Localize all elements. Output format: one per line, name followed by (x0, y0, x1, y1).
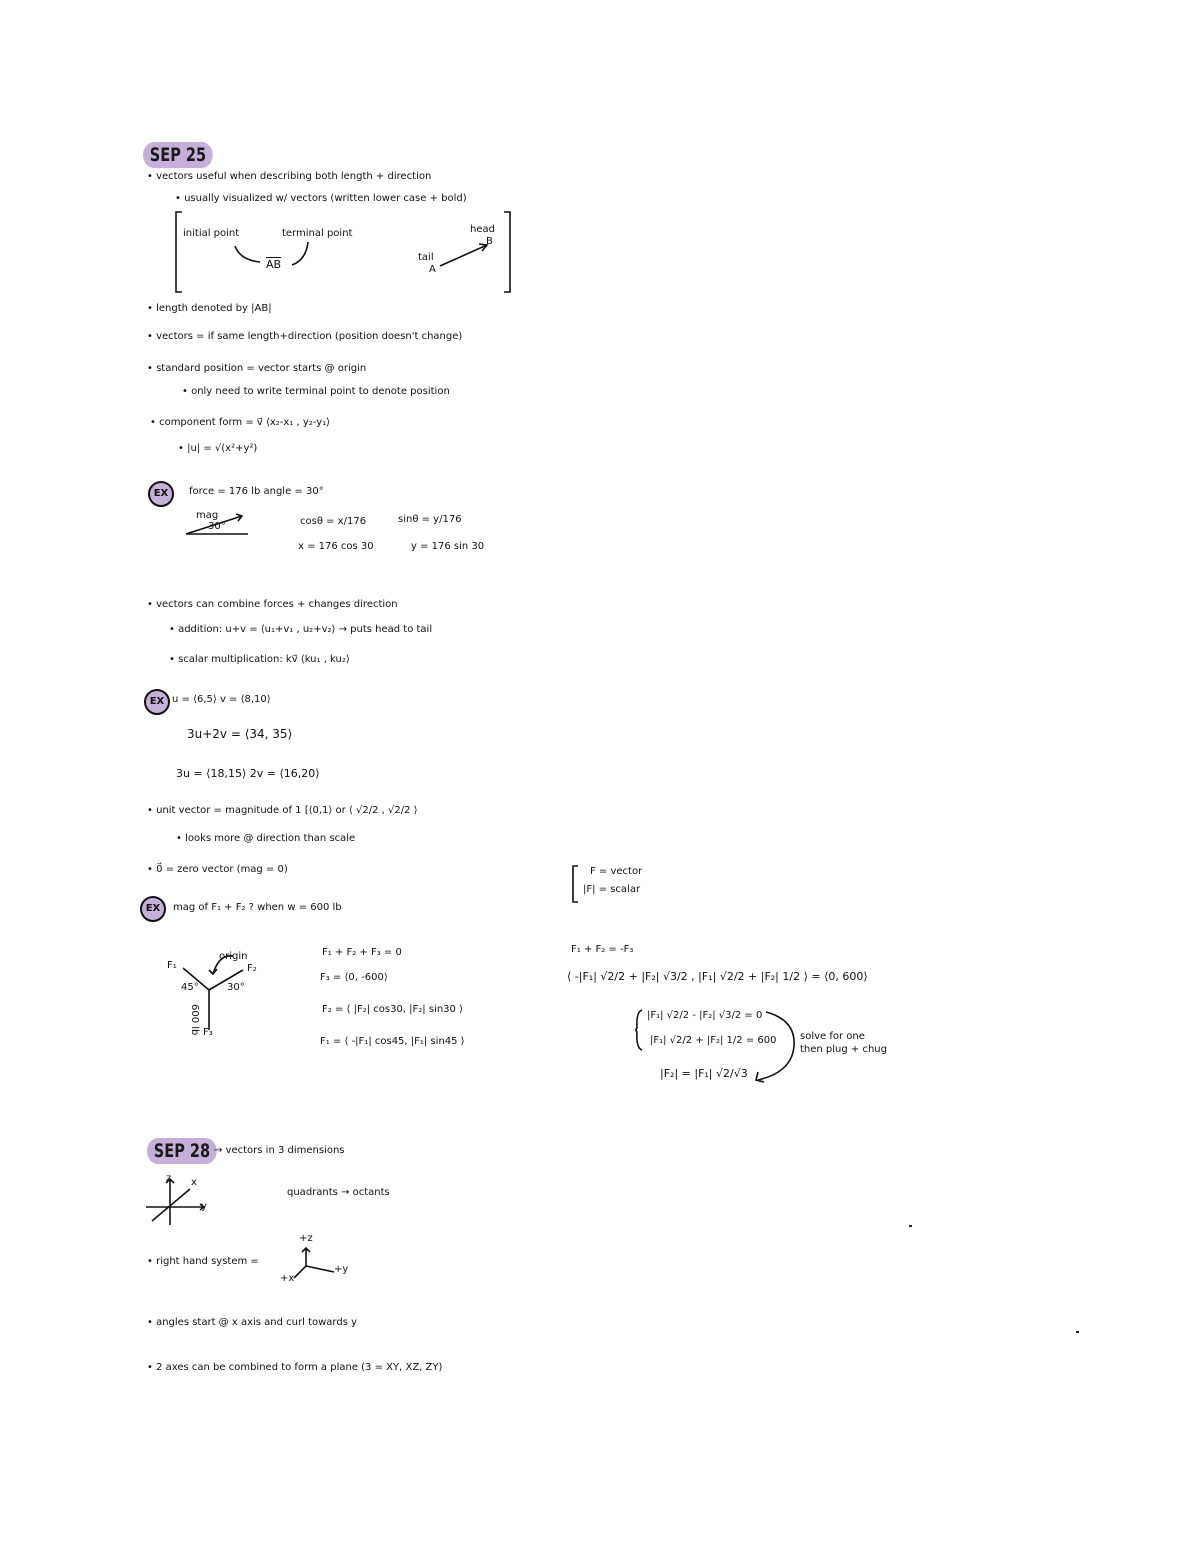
note-scalar: • scalar multiplication: kv⃗ ⟨ku₁ , ku₂⟩ (169, 654, 350, 665)
note-f-scalar: |F| = scalar (583, 884, 641, 895)
ex2-sum: 3u+2v = ⟨34, 35⟩ (187, 727, 293, 741)
note-only-need: • only need to write terminal point to denote position (182, 386, 450, 397)
example-badge-2: EX (144, 689, 170, 715)
note-addition: • addition: u+v = ⟨u₁+v₁ , u₂+v₂⟩ → puts head to tail (169, 624, 433, 635)
ex1-cos: cosθ = x/176 (300, 516, 367, 527)
note-angles: • angles start @ x axis and curl towards y (147, 1317, 357, 1328)
note-component: • component form = v⃗ ⟨x₂-x₁ , y₂-y₁⟩ (150, 417, 331, 428)
ex1-mag-label: mag (196, 510, 219, 521)
axis-x-label: x (191, 1177, 197, 1188)
ex1-sin: sinθ = y/176 (398, 514, 462, 525)
right-hand-plus-x: +x (280, 1273, 295, 1284)
force-f2-label: F₂ (247, 963, 257, 974)
stray-mark (909, 1225, 912, 1227)
note-standard: • standard position = vector starts @ origin (147, 363, 367, 374)
force-f3-label: F₃ (203, 1027, 213, 1038)
note-zero: • 0⃗ = zero vector (mag = 0) (147, 864, 288, 875)
ex1-angle-label: 30° (208, 521, 226, 532)
force-45-label: 45° (181, 982, 199, 993)
label-a: A (429, 264, 436, 275)
axis-y-label: y (201, 1201, 207, 1212)
right-hand-plus-z: +z (299, 1233, 313, 1244)
ex1-y: y = 176 sin 30 (411, 541, 485, 552)
note-quadrants: quadrants → octants (287, 1187, 390, 1198)
eq-sum-zero: F₁ + F₂ + F₃ = 0 (322, 947, 402, 958)
axis-z-label: z (166, 1173, 172, 1184)
eq-f1: F₁ = ⟨ -|F₁| cos45, |F₁| sin45 ⟩ (320, 1036, 465, 1047)
label-terminal-point: terminal point (282, 228, 353, 239)
ex1-force: force = 176 lb angle = 30° (189, 486, 324, 497)
note-f-vector: F = vector (590, 866, 643, 877)
note-vectors-useful: • vectors useful when describing both length + direction (147, 171, 432, 182)
example-badge-1: EX (148, 481, 174, 507)
force-f1-label: F₁ (167, 960, 177, 971)
label-head: head (470, 224, 495, 235)
ex1-x: x = 176 cos 30 (298, 541, 374, 552)
stray-mark (1076, 1331, 1079, 1333)
label-initial-point: initial point (183, 228, 240, 239)
rhs-eq1: |F₁| √2/2 - |F₂| √3/2 = 0 (647, 1010, 763, 1021)
date-badge-sep25: SEP 25 (143, 142, 213, 168)
rhs-f1f2: F₁ + F₂ = -F₃ (571, 944, 634, 955)
note-visualized: • usually visualized w/ vectors (written lower case + bold) (175, 193, 467, 204)
force-30-label: 30° (227, 982, 245, 993)
note-right-hand: • right hand system = (147, 1256, 259, 1267)
eq-f2: F₂ = ⟨ |F₂| cos30, |F₂| sin30 ⟩ (322, 1004, 463, 1015)
label-tail: tail (418, 252, 434, 263)
note-equal: • vectors = if same length+direction (position doesn't change) (147, 331, 463, 342)
note-unit-sub: • looks more @ direction than scale (176, 833, 356, 844)
rhs-f2-solved: |F₂| = |F₁| √2/√3 (660, 1067, 748, 1080)
rhs-solve-note: solve for one then plug + chug (800, 1031, 887, 1055)
ex2-parts: 3u = ⟨18,15⟩ 2v = ⟨16,20⟩ (176, 767, 320, 780)
right-hand-plus-y: +y (334, 1264, 349, 1275)
note-unit: • unit vector = magnitude of 1 [⟨0,1⟩ or ⟨ √2/2 , √2/2 ⟩ (147, 805, 418, 816)
sep28-title: → vectors in 3 dimensions (214, 1145, 345, 1156)
f-bracket (570, 864, 582, 904)
note-combine: • vectors can combine forces + changes direction (147, 599, 398, 610)
force-diagram (165, 950, 275, 1050)
note-magnitude: • |u| = √(x²+y²) (178, 443, 258, 454)
label-ab-vector: $\overline{AB}$ (266, 258, 282, 271)
ex3-question: mag of F₁ + F₂ ? when w = 600 lb (173, 902, 342, 913)
eq-f3: F₃ = ⟨0, -600⟩ (320, 972, 388, 983)
note-length: • length denoted by |AB| (147, 303, 272, 314)
label-b: B (486, 236, 493, 247)
note-two-axes: • 2 axes can be combined to form a plane (3 = XY, XZ, ZY) (147, 1362, 443, 1373)
example-badge-3: EX (140, 896, 166, 922)
system-brace (633, 1008, 645, 1052)
bracket-box (172, 208, 532, 298)
rhs-components: ⟨ -|F₁| √2/2 + |F₂| √3/2 , |F₁| √2/2 + |F₂| 1/2 ⟩ = ⟨0, 600⟩ (567, 970, 868, 983)
force-origin-label: origin (219, 951, 248, 962)
date-badge-sep28: SEP 28 (147, 1138, 217, 1164)
force-600-label: 600 lb (189, 1004, 200, 1036)
rhs-eq2: |F₁| √2/2 + |F₂| 1/2 = 600 (650, 1035, 777, 1046)
ex2-uv: u = ⟨6,5⟩ v = ⟨8,10⟩ (172, 694, 271, 705)
